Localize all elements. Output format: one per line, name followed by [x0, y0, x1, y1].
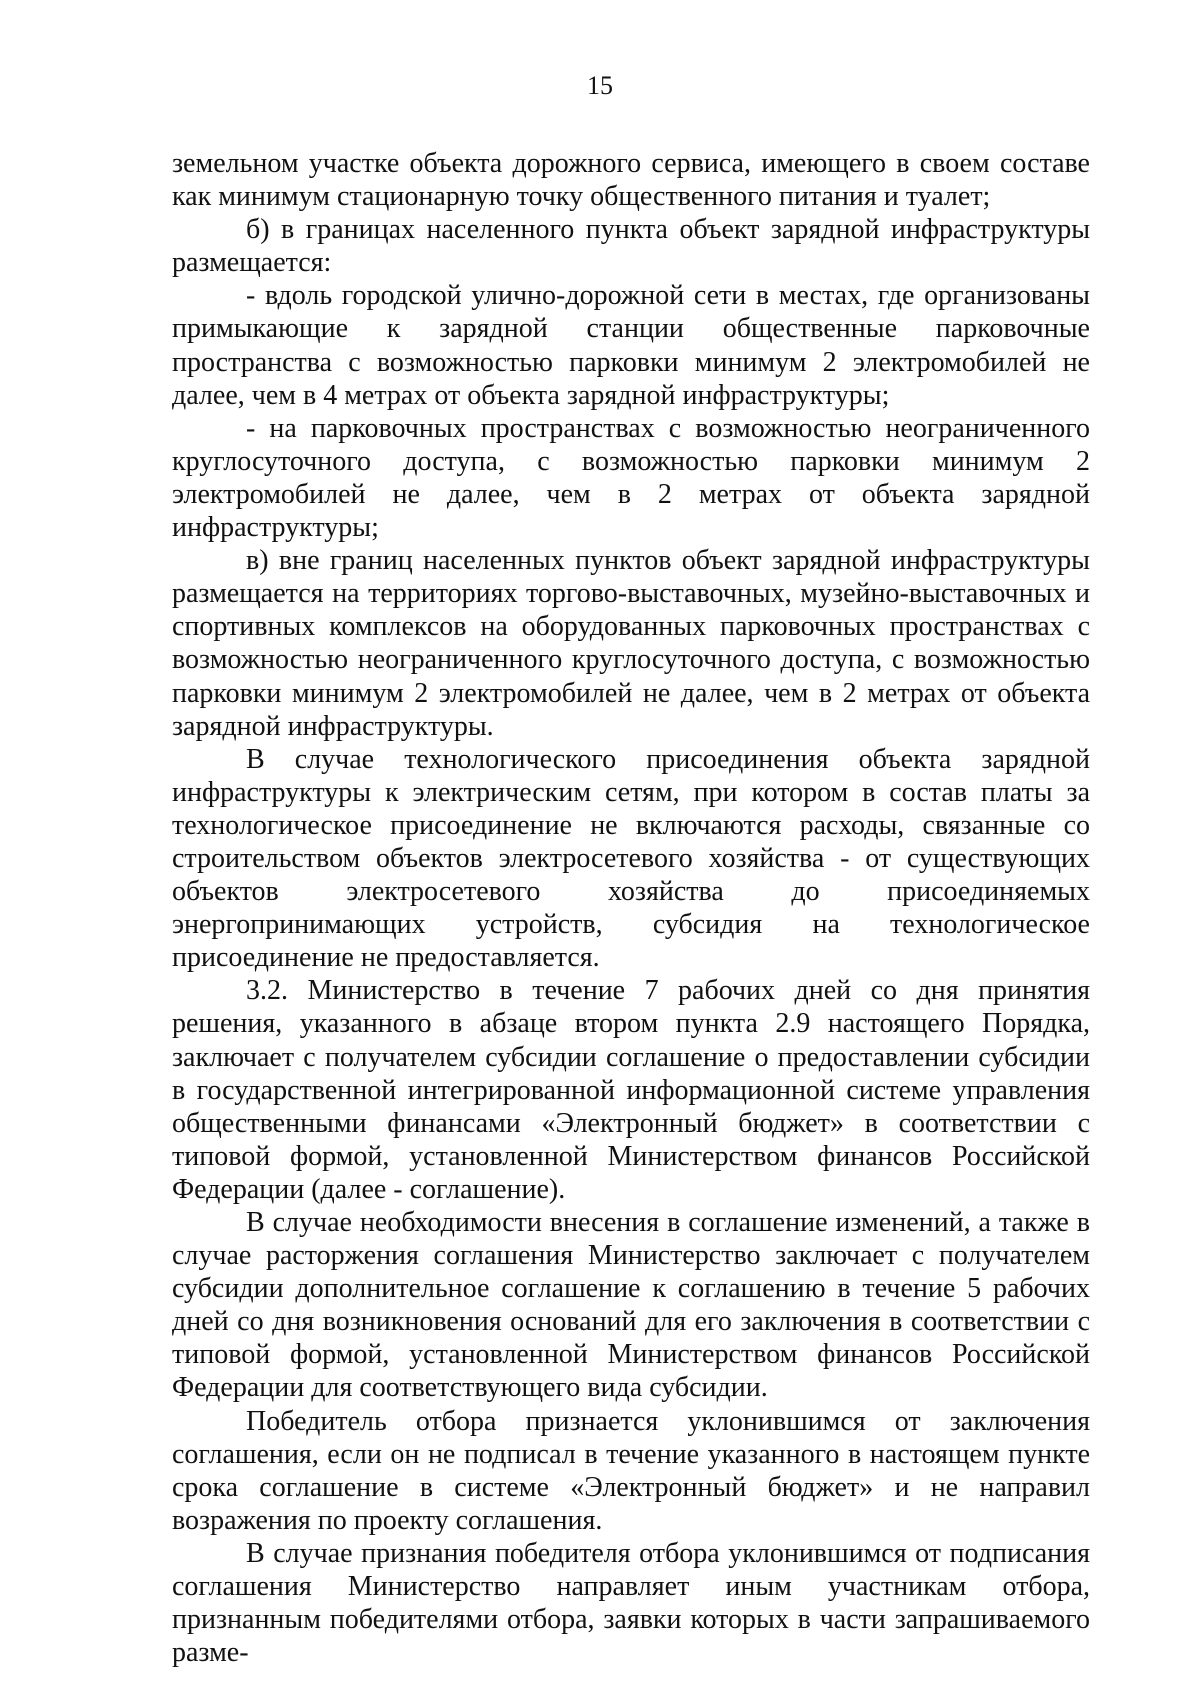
paragraph-5: в) вне границ населенных пунктов объект зарядной инфраструктуры размещается на территориях торгово-выставочных, музейно-выставочных и спортивных комплексов на оборудованных парковочных пространствах с возможностью неограниченного круглосуточного доступа, с возможностью парковки минимум 2 электромобилей не далее, чем в 2 метрах от объекта зарядной инфраструктуры. — [172, 545, 1090, 742]
paragraph-6: В случае технологического присоединения объекта зарядной инфраструктуры к электрическим сетям, при котором в состав платы за технологическое присоединение не включаются расходы, связанные со строительством объектов электросетевого хозяйства - от существующих объектов электросетевого хозяйства до присоединяемых энергопринимающих устройств, субсидия на технологическое присоединение не предоставляется. — [172, 743, 1090, 974]
paragraph-10: В случае признания победителя отбора уклонившимся от подписания соглашения Министерство направляет иным участникам отбора, признанным победителями отбора, заявки которых в части запрашиваемого разме- — [172, 1537, 1090, 1669]
page-number: 15 — [587, 71, 613, 100]
paragraph-4: - на парковочных пространствах с возможностью неограниченного круглосуточного доступа, с возможностью парковки минимум 2 электромобилей не далее, чем в 2 метрах от объекта зарядной инфраструктуры; — [172, 412, 1090, 544]
paragraph-2: б) в границах населенного пункта объект зарядной инфраструктуры размещается: — [172, 214, 1090, 279]
paragraph-7: 3.2. Министерство в течение 7 рабочих дней со дня принятия решения, указанного в абзаце втором пункта 2.9 настоящего Порядка, заключает с получателем субсидии соглашение о предоставлении субсидии в государственной интегрированной информационной системе управления общественными финансами «Электронный бюджет» в соответствии с типовой формой, установленной Министерством финансов Российской Федерации (далее - соглашение). — [172, 975, 1090, 1205]
paragraph-8: В случае необходимости внесения в соглашение изменений, а также в случае расторжения соглашения Министерство заключает с получателем субсидии дополнительное соглашение к соглашению в течение 5 рабочих дней со дня возникновения оснований для его заключения в соответствии с типовой формой, установленной Министерством финансов Российской Федерации для соответствующего вида субсидии. — [172, 1207, 1090, 1404]
paragraph-3: - вдоль городской улично-дорожной сети в местах, где организованы примыкающие к зарядной станции общественные парковочные пространства с возможностью парковки минимум 2 электромобилей не далее, чем в 4 метрах от объекта зарядной инфраструктуры; — [172, 280, 1090, 411]
paragraph-1: земельном участке объекта дорожного сервиса, имеющего в своем составе как минимум стационарную точку общественного питания и туалет; — [172, 148, 1090, 213]
document-body — [172, 147, 1090, 1669]
paragraph-9: Победитель отбора признается уклонившимся от заключения соглашения, если он не подписал в течение указанного в настоящем пункте срока соглашение в системе «Электронный бюджет» и не направил возражения по проекту соглашения. — [172, 1405, 1090, 1536]
